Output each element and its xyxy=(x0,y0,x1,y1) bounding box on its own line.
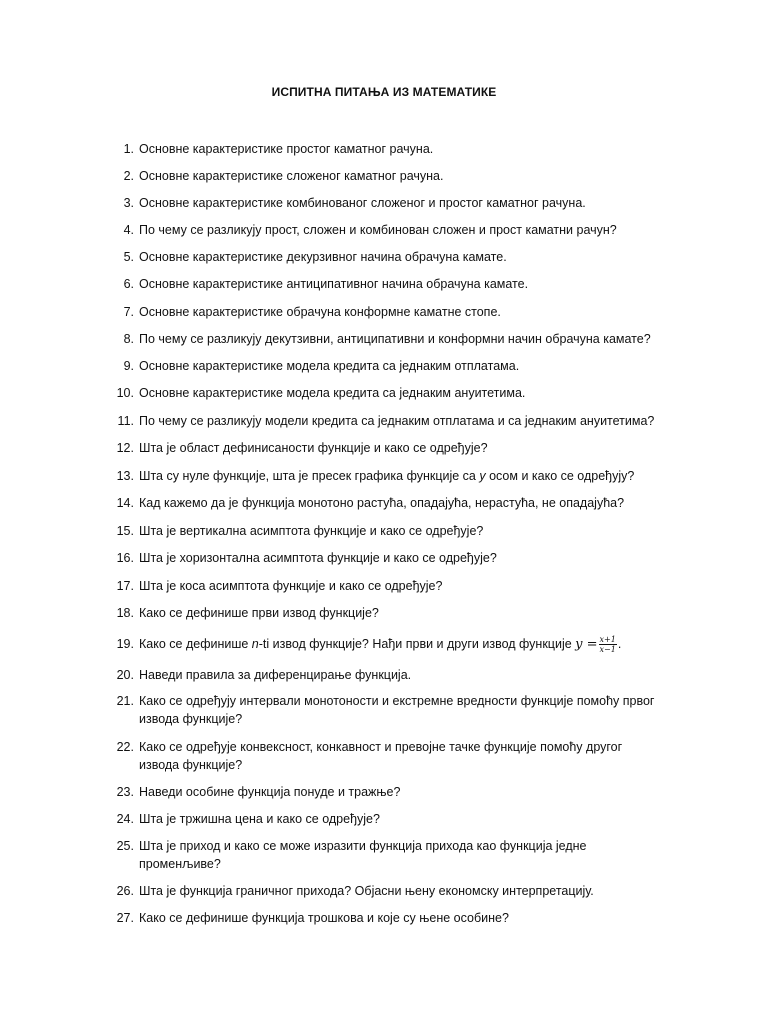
item-text: Основне карактеристике модела кредита са једнаким отплатама. xyxy=(139,359,520,373)
item-text: Шта је област дефинисаности функције и како се одређује? xyxy=(139,441,488,455)
item-number: 22. xyxy=(116,740,134,754)
item-text: По чему се разликују прост, сложен и комбинован сложен и прост каматни рачун? xyxy=(139,223,617,237)
item-number: 14. xyxy=(116,496,134,510)
item-number: 18. xyxy=(116,606,134,620)
item-text: Како се дефинише први извод функције? xyxy=(139,606,379,620)
item-text: Шта је функција граничног прихода? Објасни њену економску интерпретацију. xyxy=(139,884,594,898)
item-text: Основне карактеристике антиципативног начина обрачуна камате. xyxy=(139,277,529,291)
item-text-part: . xyxy=(617,637,622,651)
fraction-numerator: x+1 xyxy=(599,635,616,645)
item-text: Шта је приход и како се може изразити функција прихода као функција једне променљиве? xyxy=(139,839,587,871)
item-number: 25. xyxy=(116,839,134,853)
item-text: Шта је тржишна цена и како се одређује? xyxy=(139,812,380,826)
item-number: 21. xyxy=(116,694,134,708)
item-number: 2. xyxy=(123,169,134,183)
item-text-part: осом и како се одређују? xyxy=(485,469,635,483)
item-text: Како се одређује конвексност, конкавност и превојне тачке функције помоћу другог извода функције? xyxy=(139,740,623,772)
item-text: Основне карактеристике модела кредита са једнаким ануитетима. xyxy=(139,386,526,400)
item-number: 4. xyxy=(123,223,134,237)
item-number: 23. xyxy=(116,785,134,799)
item-number: 10. xyxy=(116,386,134,400)
item-number: 17. xyxy=(116,579,134,593)
item-text-part: Како се дефинише xyxy=(139,637,252,651)
item-text: Наведи особине функција понуде и тражње? xyxy=(139,785,401,799)
item-number: 11. xyxy=(117,414,134,428)
item-number: 1. xyxy=(123,142,134,156)
formula-lhs: y = xyxy=(575,637,598,652)
item-number: 6. xyxy=(123,277,134,291)
item-number: 13. xyxy=(116,469,134,483)
item-text: Основне карактеристике простог каматног рачуна. xyxy=(139,142,434,156)
item-text-part: -ti извод функције? Нађи први и други извод функције xyxy=(258,637,576,651)
item-text: Наведи правила за диференцирање функција. xyxy=(139,668,412,682)
item-text: Шта је вертикална асимптота функције и како се одређује? xyxy=(139,524,484,538)
fraction-denominator: x−1 xyxy=(599,645,616,655)
item-number: 27. xyxy=(116,911,134,925)
formula-fraction xyxy=(599,635,617,654)
item-number: 26. xyxy=(116,884,134,898)
item-number: 8. xyxy=(123,332,134,346)
item-text: Основне карактеристике обрачуна конформне каматне стопе. xyxy=(139,305,501,319)
variable-y: y xyxy=(479,469,486,483)
item-text: Како се одређују интервали монотоности и екстремне вредности функције помоћу првог извода функције? xyxy=(139,694,655,726)
item-number: 19. xyxy=(116,637,134,651)
item-number: 15. xyxy=(116,524,134,538)
item-text: Шта је хоризонтална асимптота функције и како се одређује? xyxy=(139,551,497,565)
item-number: 12. xyxy=(116,441,134,455)
document-title: ИСПИТНА ПИТАЊА ИЗ МАТЕМАТИКЕ xyxy=(271,85,497,99)
item-text: Шта је коса асимптота функције и како се одређује? xyxy=(139,579,443,593)
item-text: Основне карактеристике комбинованог сложеног и простог каматног рачуна. xyxy=(139,196,586,210)
item-text: По чему се разликују декутзивни, антиципативни и конформни начин обрачуна камате? xyxy=(139,332,651,346)
item-text: Основне карактеристике сложеног каматног рачуна. xyxy=(139,169,444,183)
item-text xyxy=(139,467,699,485)
item-text: Основне карактеристике декурзивног начина обрачуна камате. xyxy=(139,250,507,264)
item-text: Кад кажемо да је функција монотоно растућа, опадајућа, нерастућа, не опадајућа? xyxy=(139,496,625,510)
item-text xyxy=(139,635,699,654)
item-number: 9. xyxy=(123,359,134,373)
item-text: По чему се разликују модели кредита са једнаким отплатама и са једнаким ануитетима? xyxy=(139,414,655,428)
item-text: Како се дефинише функција трошкова и које су њене особине? xyxy=(139,911,509,925)
item-number: 5. xyxy=(123,250,134,264)
item-number: 7. xyxy=(123,305,134,319)
item-text-part: Шта су нуле функције, шта је пресек графика функције са xyxy=(139,469,480,483)
variable-n: n xyxy=(251,637,259,651)
item-number: 16. xyxy=(116,551,134,565)
item-number: 24. xyxy=(116,812,134,826)
item-number: 20. xyxy=(116,668,134,682)
item-number: 3. xyxy=(123,196,134,210)
